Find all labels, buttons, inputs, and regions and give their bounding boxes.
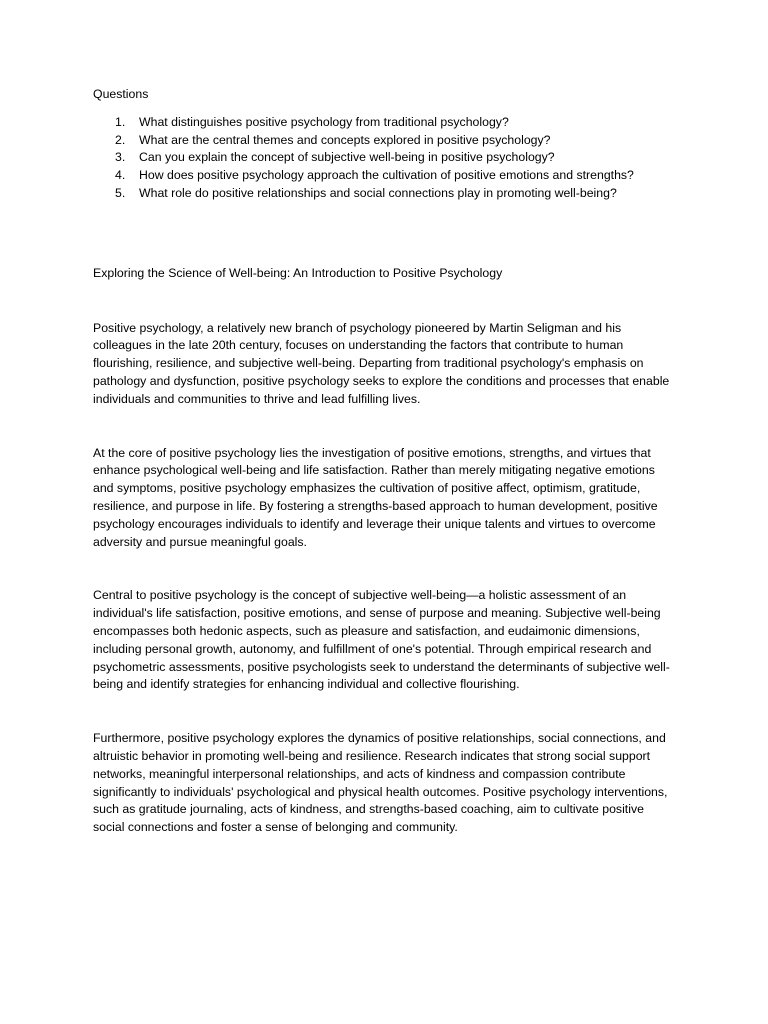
- question-text: What distinguishes positive psychology from traditional psychology?: [139, 114, 509, 129]
- question-item: [93, 132, 677, 150]
- question-item: [93, 114, 677, 132]
- question-number: 2.: [115, 132, 126, 147]
- question-number: 3.: [115, 150, 126, 165]
- article-title: Exploring the Science of Well-being: An Introduction to Positive Psychology: [93, 265, 503, 280]
- question-item: [93, 185, 677, 203]
- questions-heading: Questions: [93, 87, 149, 101]
- article-paragraph: Central to positive psychology is the concept of subjective well-being—a holistic assessment of an individual's life satisfaction, positive emotions, and sense of purpose and meaning. Subjective well-being encompasses both hedonic aspects, such as pleasure and satisfaction, and eudaimonic dimensions, including personal growth, autonomy, and fulfillment of one's potential. Through empirical research and psychometric assessments, positive psychologists seek to understand the determinants of subjective well-being and identify strategies for enhancing individual and collective flourishing.: [93, 588, 670, 692]
- article-paragraph: At the core of positive psychology lies the investigation of positive emotions, strengths, and virtues that enhance psychological well-being and life satisfaction. Rather than merely mitigating negative emotions and symptoms, positive psychology emphasizes the cultivation of positive affect, optimism, gratitude, resilience, and purpose in life. By fostering a strengths-based approach to human development, positive psychology encourages individuals to identify and leverage their unique talents and virtues to overcome adversity and pursue meaningful goals.: [93, 445, 658, 549]
- question-text: Can you explain the concept of subjective well-being in positive psychology?: [139, 150, 555, 165]
- article-paragraph: Positive psychology, a relatively new branch of psychology pioneered by Martin Seligman and his colleagues in the late 20th century, focuses on understanding the factors that contribute to human flourishing, resilience, and subjective well-being. Departing from traditional psychology's emphasis on pathology and dysfunction, positive psychology seeks to explore the conditions and processes that enable individuals and communities to thrive and lead fulfilling lives.: [93, 320, 670, 406]
- document-page: [93, 86, 677, 837]
- question-number: 1.: [115, 114, 126, 129]
- questions-list: [93, 114, 677, 203]
- question-text: What role do positive relationships and social connections play in promoting well-being?: [139, 185, 617, 200]
- question-text: What are the central themes and concepts explored in positive psychology?: [139, 132, 551, 147]
- article-paragraph: Furthermore, positive psychology explores the dynamics of positive relationships, social connections, and altruistic behavior in promoting well-being and resilience. Research indicates that strong social support networks, meaningful interpersonal relationships, and acts of kindness and compassion contribute significantly to individuals' psychological and physical health outcomes. Positive psychology interventions, such as gratitude journaling, acts of kindness, and strengths-based coaching, aim to cultivate positive social connections and foster a sense of belonging and community.: [93, 731, 668, 835]
- question-item: [93, 149, 677, 167]
- question-text: How does positive psychology approach the cultivation of positive emotions and strengths?: [139, 168, 634, 183]
- question-number: 5.: [115, 185, 126, 200]
- question-item: [93, 167, 677, 185]
- question-number: 4.: [115, 168, 126, 183]
